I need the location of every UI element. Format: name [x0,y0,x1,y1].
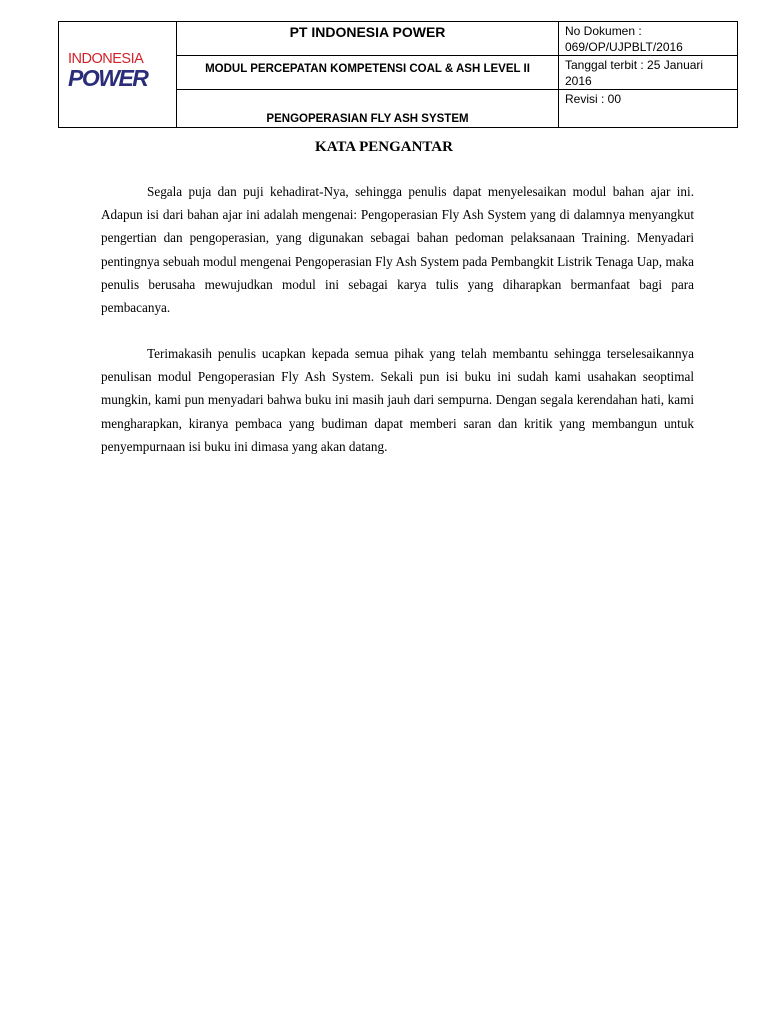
paragraph-2: Terimakasih penulis ucapkan kepada semua pihak yang telah membantu sehingga terselesaikannya penulisan modul Pengoperasian Fly Ash System. Sekali pun isi buku ini sudah kami usahakan seoptimal mungkin, kami pun menyadari bahwa buku ini masih jauh dari sempurna. Dengan segala kerendahan hati, kami mengharapkan, kiranya pembaca yang budiman dapat memberi saran dan kritik yang membangun untuk penyempurnaan isi buku ini dimasa yang akan datang. [101,346,694,454]
doc-number-label: No Dokumen : [565,24,642,38]
page-title: KATA PENGANTAR [315,139,453,155]
logo-text-top: INDONESIA [68,51,144,67]
company-logo [68,52,168,89]
issue-date-cell [559,56,738,90]
doc-number-cell [559,22,738,56]
company-name: PT INDONESIA POWER [177,22,559,56]
logo-text-bottom: POWER [68,65,148,91]
subject-title: PENGOPERASIAN FLY ASH SYSTEM [177,90,559,128]
issue-date-label: Tanggal terbit : 25 Januari [565,58,704,72]
module-title: MODUL PERCEPATAN KOMPETENSI COAL & ASH LEVEL II [177,56,559,90]
logo-cell [59,22,177,128]
issue-date-value: 2016 [565,74,592,88]
paragraph-1: Segala puja dan puji kehadirat-Nya, sehingga penulis dapat menyelesaikan modul bahan ajar ini. Adapun isi dari bahan ajar ini adalah mengenai: Pengoperasian Fly Ash System yang di dalamnya menyangkut pengertian dan pengoperasian, yang digunakan sebagai bahan pedoman pelaksanaan Training. Menyadari pentingnya sebuah modul mengenai Pengoperasian Fly Ash System pada Pembangkit Listrik Tenaga Uap, maka penulis berusaha mewujudkan modul ini sebagai karya tulis yang diharapkan bermanfaat bagi para pembacanya. [101,184,694,316]
revision: Revisi : 00 [559,90,738,128]
doc-number-value: 069/OP/UJPBLT/2016 [565,40,683,54]
document-header [58,21,738,128]
